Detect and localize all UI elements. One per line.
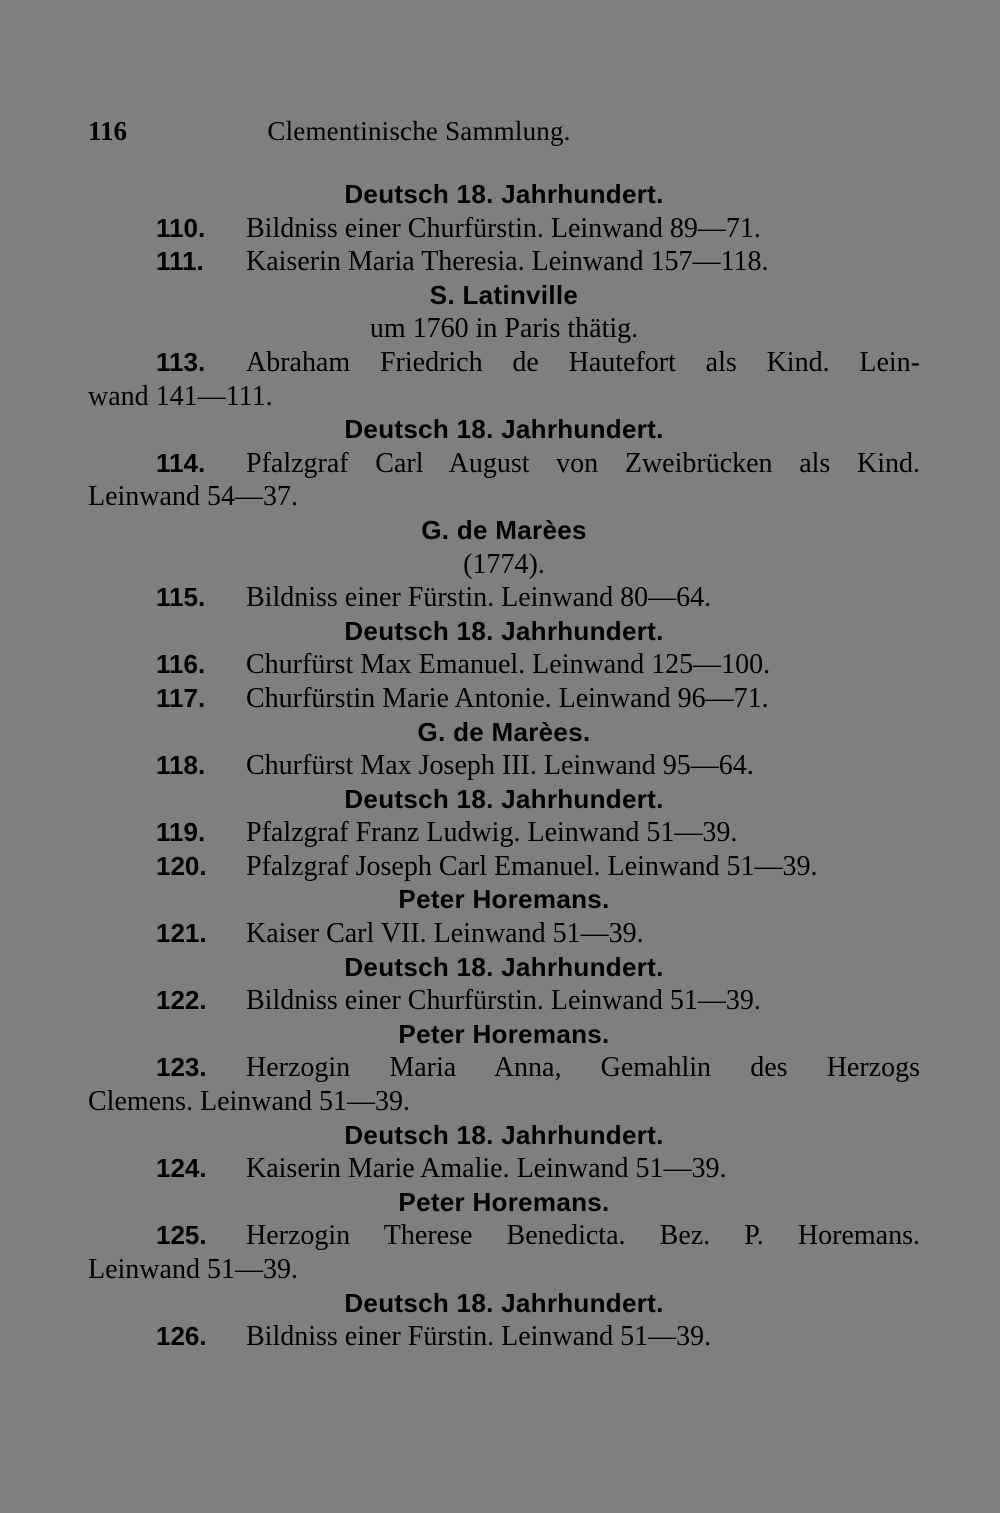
section-heading: Deutsch 18. Jahrhundert. [344,783,664,814]
entry-text: Herzogin Therese Benedicta. Bez. P. Horemans. [246,1220,920,1252]
section-heading: Deutsch 18. Jahrhundert. [344,615,664,646]
catalogue-entry [88,648,920,682]
entry-number: 116. [156,649,206,680]
entry-text: Abraham Friedrich de Hautefort als Kind. Lein- [246,346,920,378]
entry-number: 120. [156,850,207,881]
entry-number: 122. [156,985,207,1016]
section-heading: Deutsch 18. Jahrhundert. [344,1119,664,1150]
section-heading: S. Latinville [429,279,579,310]
catalogue-entry [88,447,920,481]
section-heading: Deutsch 18. Jahrhundert. [344,179,664,209]
entry-text: Pfalzgraf Franz Ludwig. Leinwand 51—39. [246,817,738,849]
entry-number: 126. [156,1321,207,1352]
entry-number: 111. [156,246,204,277]
section-heading: G. de Marèes [421,514,587,545]
entry-text: Churfürst Max Emanuel. Leinwand 125—100. [246,649,771,681]
entry-text: Bildniss einer Fürstin. Leinwand 51—39. [246,1321,712,1353]
section-heading: Deutsch 18. Jahrhundert. [344,951,664,982]
section-heading: Peter Horemans. [398,884,610,915]
catalogue-entry [88,346,920,380]
section-heading: Peter Horemans. [398,1186,610,1217]
entry-text: Pfalzgraf Joseph Carl Emanuel. Leinwand 51—39. [246,850,818,882]
entry-continuation: Leinwand 51—39. [88,1254,298,1285]
entry-text: Kaiserin Maria Theresia. Leinwand 157—118. [246,246,769,278]
section-subheading: um 1760 in Paris thätig. [369,313,639,345]
catalogue-entry [88,212,920,246]
catalogue-entry [88,1219,920,1253]
catalogue-entry [88,581,920,615]
entry-text: Kaiser Carl VII. Leinwand 51—39. [246,918,644,950]
entry-text: Kaiserin Marie Amalie. Leinwand 51—39. [246,1153,727,1185]
entry-text: Bildniss einer Churfürstin. Leinwand 89—71. [246,212,761,244]
entry-number: 125. [156,1220,207,1251]
catalogue-entry [88,682,920,716]
running-title: Clementinische Sammlung. [267,116,571,146]
section-heading: Deutsch 18. Jahrhundert. [344,1287,664,1318]
entry-number: 113. [156,346,206,377]
catalogue-entry [88,816,920,850]
entry-continuation: Clemens. Leinwand 51—39. [88,1086,410,1118]
entry-number: 123. [156,1052,207,1083]
entry-text: Bildniss einer Fürstin. Leinwand 80—64. [246,582,712,614]
section-heading: G. de Marèes. [417,716,591,747]
entry-number: 118. [156,750,206,781]
running-header [88,116,660,156]
entry-continuation: Leinwand 54—37. [88,481,298,513]
entry-text: Pfalzgraf Carl August von Zweibrücken als Kind. [246,447,920,479]
catalogue-entry [88,1051,920,1085]
entry-number: 110. [156,212,206,243]
entry-number: 115. [156,582,206,613]
entry-number: 117. [156,682,206,713]
section-heading: Peter Horemans. [398,1018,610,1049]
section-subheading: (1774). [463,548,545,580]
catalogue-entry [88,984,920,1018]
catalogue-entry [88,917,920,951]
section-heading: Deutsch 18. Jahrhundert. [344,414,664,445]
catalogue-text [88,178,920,1354]
catalogue-entry [88,749,920,783]
page-number: 116 [88,116,128,146]
entry-number: 124. [156,1153,207,1184]
entry-number: 121. [156,918,207,949]
entry-number: 114. [156,447,206,478]
entry-number: 119. [156,817,206,848]
catalogue-entry [88,850,920,884]
entry-text: Bildniss einer Churfürstin. Leinwand 51—39. [246,985,761,1017]
catalogue-entry [88,1152,920,1186]
catalogue-entry [88,245,920,279]
catalogue-entry [88,1320,920,1354]
entry-text: Churfürstin Marie Antonie. Leinwand 96—71. [246,682,769,714]
entry-text: Herzogin Maria Anna, Gemahlin des Herzogs [246,1052,920,1084]
entry-text: Churfürst Max Joseph III. Leinwand 95—64. [246,750,754,782]
entry-continuation: wand 141—111. [88,380,273,412]
